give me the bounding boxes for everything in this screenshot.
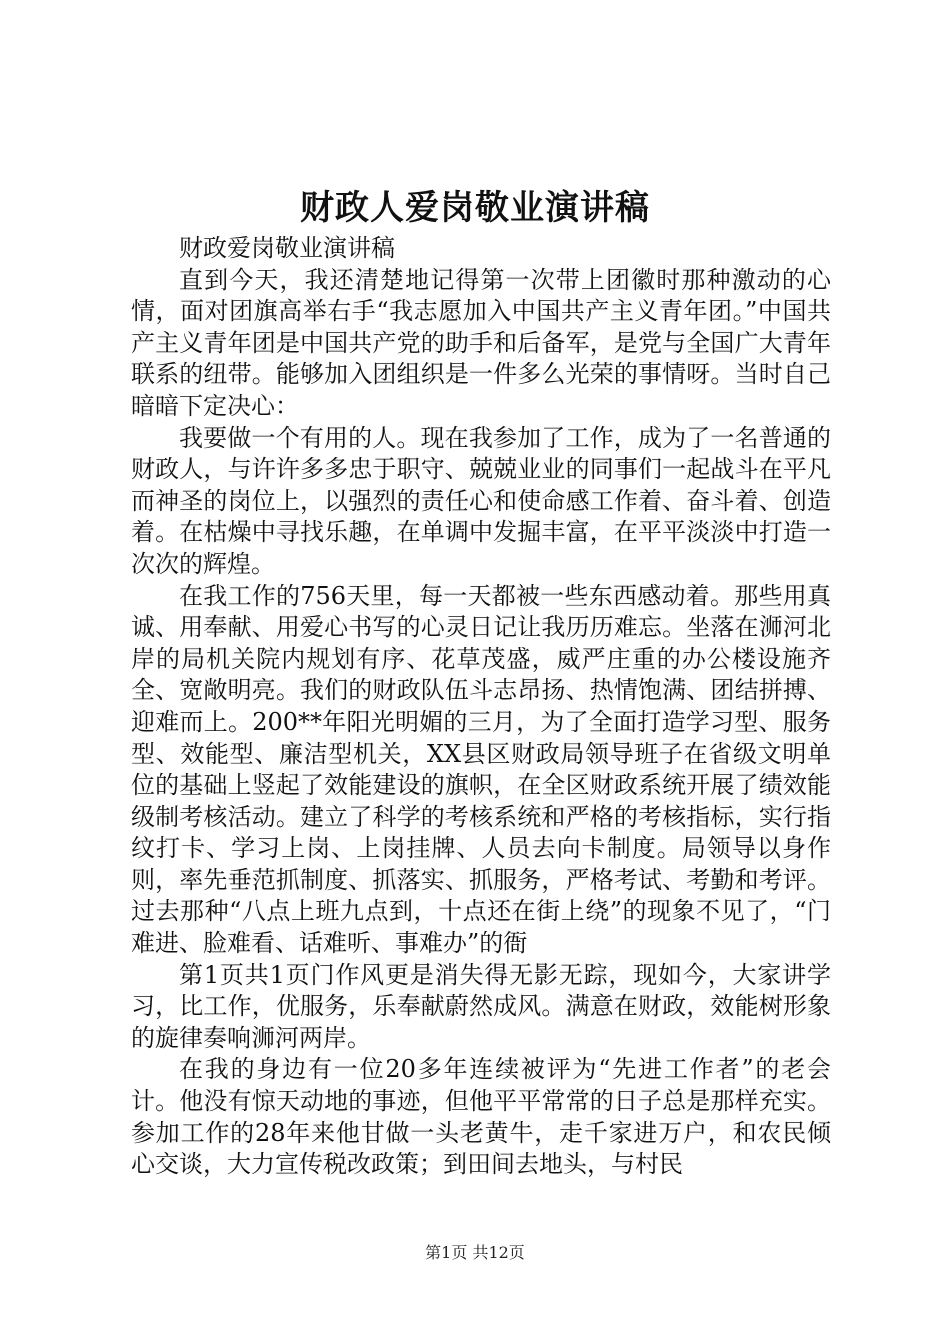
- paragraph-subtitle: 财政爱岗敬业演讲稿: [179, 234, 395, 262]
- page-number-footer: 第1页 共12页: [425, 1243, 525, 1262]
- paragraph-2: 我要做一个有用的人。现在我参加了工作，成为了一名普通的财政人，与许许多多忠于职守、兢兢业业的同事们一起战斗在平凡而神圣的岗位上，以强烈的责任心和使命感工作着、奋斗着、创造着。在枯燥中寻找乐趣，在单调中发掘丰富，在平平淡淡中打造一次次的辉煌。: [131, 423, 831, 578]
- document-body: [131, 233, 831, 1181]
- document-title: 财政人爱岗敬业演讲稿: [300, 188, 650, 228]
- paragraph-1: 直到今天，我还清楚地记得第一次带上团徽时那种激动的心情，面对团旗高举右手“我志愿加入中国共产主义青年团。”中国共产主义青年团是中国共产党的助手和后备军，是党与全国广大青年联系的纽带。能够加入团组织是一件多么光荣的事情呀。当时自己暗暗下定决心：: [131, 265, 831, 420]
- paragraph-5: 在我的身边有一位20多年连续被评为“先进工作者”的老会计。他没有惊天动地的事迹，但他平平常常的日子总是那样充实。参加工作的28年来他甘做一头老黄牛，走千家进万户，和农民倾心交谈，大力宣传税改政策；到田间去地头，与村民: [131, 1055, 831, 1179]
- paragraph-4: 第1页共1页门作风更是消失得无影无踪，现如今，大家讲学习，比工作，优服务，乐奉献蔚然成风。满意在财政，效能树形象的旋律奏响浉河两岸。: [131, 960, 831, 1052]
- paragraph-3: 在我工作的756天里，每一天都被一些东西感动着。那些用真诚、用奉献、用爱心书写的心灵日记让我历历难忘。坐落在浉河北岸的局机关院内规划有序、花草茂盛，威严庄重的办公楼设施齐全、宽敞明亮。我们的财政队伍斗志昂扬、热情饱满、团结拼搏、迎难而上。200**年阳光明媚的三月，为了全面打造学习型、服务型、效能型、廉洁型机关，XX县区财政局领导班子在省级文明单位的基础上竖起了效能建设的旗帜，在全区财政系统开展了绩效能级制考核活动。建立了科学的考核系统和严格的考核指标，实行指纹打卡、学习上岗、上岗挂牌、人员去向卡制度。局领导以身作则，率先垂范抓制度、抓落实、抓服务，严格考试、考勤和考评。过去那种“八点上班九点到，十点还在街上绕”的现象不见了，“门难进、脸难看、话难听、事难办”的衙: [131, 581, 831, 958]
